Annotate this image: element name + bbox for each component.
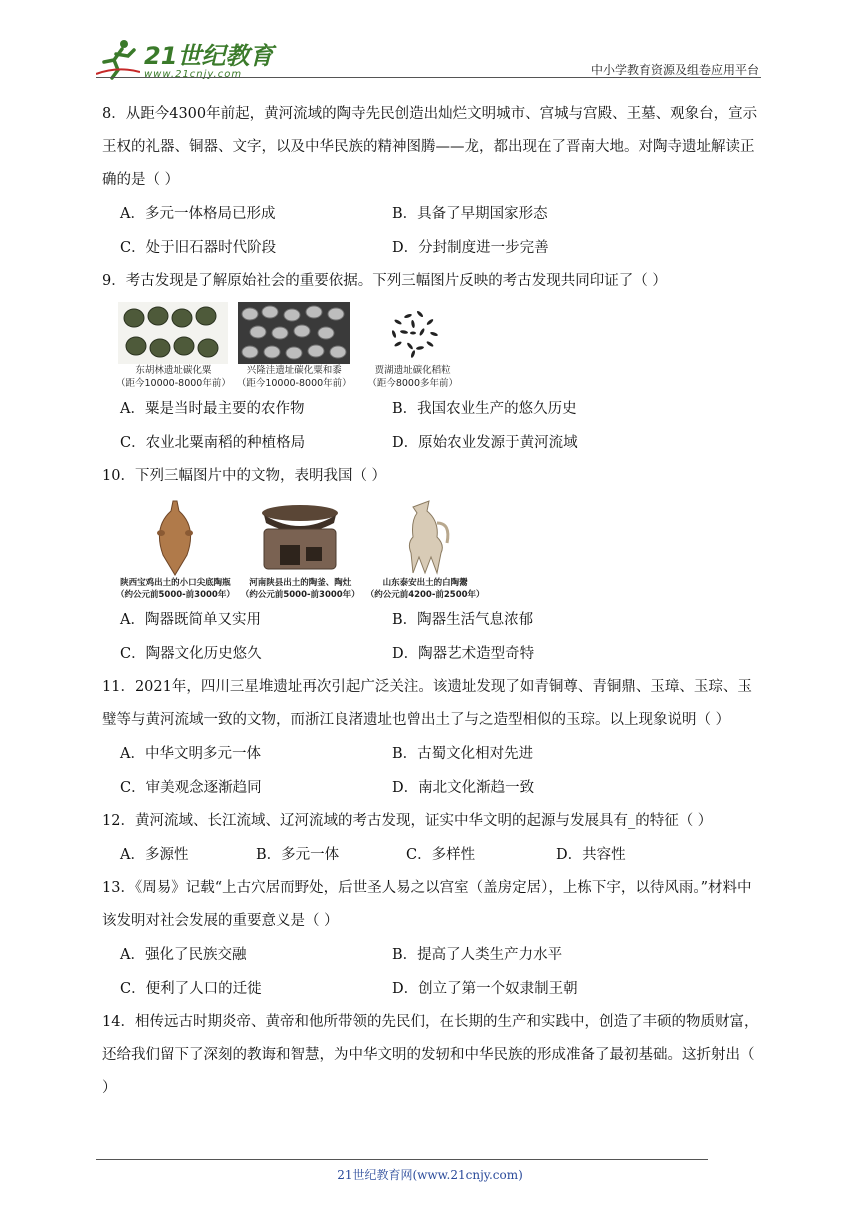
option-b[interactable]: B．多元一体	[256, 847, 340, 863]
option-c[interactable]: C．处于旧石器时代阶段	[120, 240, 277, 256]
figure-rice	[358, 302, 468, 390]
option-d[interactable]: D．原始农业发源于黄河流域	[392, 435, 578, 451]
logo	[96, 30, 273, 80]
footer-divider	[96, 1159, 708, 1160]
runner-logo-icon	[96, 36, 140, 80]
question-10-figures	[102, 497, 764, 601]
option-b[interactable]: B．我国农业生产的悠久历史	[392, 401, 577, 417]
option-b[interactable]: B．陶器生活气息浓郁	[392, 612, 534, 628]
white-pottery-gui-image	[367, 497, 483, 577]
figure-date: （距今10000-8000年前）	[116, 378, 231, 389]
question-12-options	[102, 838, 764, 872]
question-9-stem: 9．考古发现是了解原始社会的重要依据。下列三幅图片反映的考古发现共同印证了（ ）	[102, 273, 667, 289]
figure-white-gui	[366, 497, 485, 601]
question-list	[102, 98, 764, 1105]
option-d[interactable]: D．分封制度进一步完善	[392, 240, 549, 256]
option-c[interactable]: C．审美观念逐渐趋同	[120, 780, 262, 796]
question-8-options	[102, 197, 764, 265]
header-divider	[96, 77, 761, 78]
logo-title: 21世纪教育	[144, 42, 274, 70]
option-c[interactable]: C．农业北粟南稻的种植格局	[120, 435, 306, 451]
question-12-stem: 12．黄河流域、长江流域、辽河流域的考古发现，证实中华文明的起源与发展具有_的特征（ ）	[102, 813, 713, 829]
figure-caption: 山东泰安出土的白陶鬶	[382, 578, 468, 588]
option-b[interactable]: B．具备了早期国家形态	[392, 206, 548, 222]
question-13-options	[102, 938, 764, 1006]
question-9-figures	[102, 302, 764, 390]
figure-pointed-bottle	[116, 497, 235, 601]
carbonized-rice-image	[358, 302, 468, 364]
option-b[interactable]: B．提高了人类生产力水平	[392, 947, 563, 963]
option-b[interactable]: B．古蜀文化相对先进	[392, 746, 534, 762]
option-c[interactable]: C．陶器文化历史悠久	[120, 646, 262, 662]
option-a[interactable]: A．强化了民族交融	[120, 947, 247, 963]
carbonized-grain-image	[238, 302, 350, 364]
figure-pottery-stove	[241, 497, 360, 601]
question-11-options	[102, 737, 764, 805]
question-10-stem: 10．下列三幅图片中的文物，表明我国（ ）	[102, 468, 387, 484]
figure-caption: 兴隆洼遗址碳化粟和黍	[246, 365, 342, 376]
figure-date: （约公元前5000-前3000年）	[240, 590, 360, 600]
figure-caption: 东胡林遗址碳化粟	[135, 365, 212, 376]
figure-date: （约公元前4200-前2500年）	[365, 590, 485, 600]
question-11-stem: 11．2021年，四川三星堆遗址再次引起广泛关注。该遗址发现了如青铜尊、青铜鼎、玉璋、玉琮、玉璧等与黄河流域一致的文物，而浙江良渚遗址也曾出土了与之造型相似的玉琮。以上现象说明（ ）	[102, 679, 752, 728]
option-d[interactable]: D．陶器艺术造型奇特	[392, 646, 535, 662]
logo-url: www.21cnjy.com	[144, 69, 243, 80]
option-a[interactable]: A．多元一体格局已形成	[120, 206, 276, 222]
figure-millet	[116, 302, 231, 390]
option-d[interactable]: D．南北文化渐趋一致	[392, 780, 535, 796]
option-d[interactable]: D．共容性	[556, 847, 626, 863]
figure-caption: 贾湖遗址碳化稻粒	[374, 365, 451, 376]
option-a[interactable]: A．粟是当时最主要的农作物	[120, 401, 305, 417]
figure-date: （距今10000-8000年前）	[236, 378, 352, 389]
figure-caption: 陕西宝鸡出土的小口尖底陶瓶	[120, 578, 231, 588]
option-a[interactable]: A．陶器既简单又实用	[120, 612, 261, 628]
question-8-stem: 8．从距今4300年前起，黄河流域的陶寺先民创造出灿烂文明城市、宫城与宫殿、王墓、观象台，宣示王权的礼器、铜器、文字，以及中华民族的精神图腾——龙，都出现在了晋南大地。对陶寺遗址解读正确的是（ ）	[102, 106, 758, 188]
page-header	[96, 30, 761, 80]
figure-date: （距今8000多年前）	[367, 378, 458, 389]
platform-title: 中小学教育资源及组卷应用平台	[590, 63, 759, 77]
figure-caption: 河南陕县出土的陶釜、陶灶	[249, 578, 352, 588]
question-13-stem: 13．《周易》记载“上古穴居而野处，后世圣人易之以宫室（盖房定居），上栋下宇，以待风雨。”材料中该发明对社会发展的重要意义是（ ）	[102, 880, 752, 929]
option-c[interactable]: C．便利了人口的迁徙	[120, 981, 262, 997]
figure-millet-broomcorn	[237, 302, 352, 390]
option-c[interactable]: C．多样性	[406, 847, 476, 863]
option-a[interactable]: A．中华文明多元一体	[120, 746, 261, 762]
pottery-cauldron-stove-image	[242, 497, 358, 577]
pointed-bottom-pottery-image	[117, 497, 233, 577]
figure-date: （约公元前5000-前3000年）	[116, 590, 235, 600]
question-9-options	[102, 392, 764, 460]
option-d[interactable]: D．创立了第一个奴隶制王朝	[392, 981, 578, 997]
question-10-options	[102, 603, 764, 671]
carbonized-millet-image	[118, 302, 228, 364]
question-14-stem: 14．相传远古时期炎帝、黄帝和他所带领的先民们，在长期的生产和实践中，创造了丰硕的物质财富，还给我们留下了深刻的教诲和智慧，为中华文明的发轫和中华民族的形成准备了最初基础。这折射出（ ）	[102, 1014, 759, 1096]
page-footer[interactable]: 21世纪教育网(www.21cnjy.com)	[337, 1168, 523, 1182]
option-a[interactable]: A．多源性	[120, 847, 189, 863]
